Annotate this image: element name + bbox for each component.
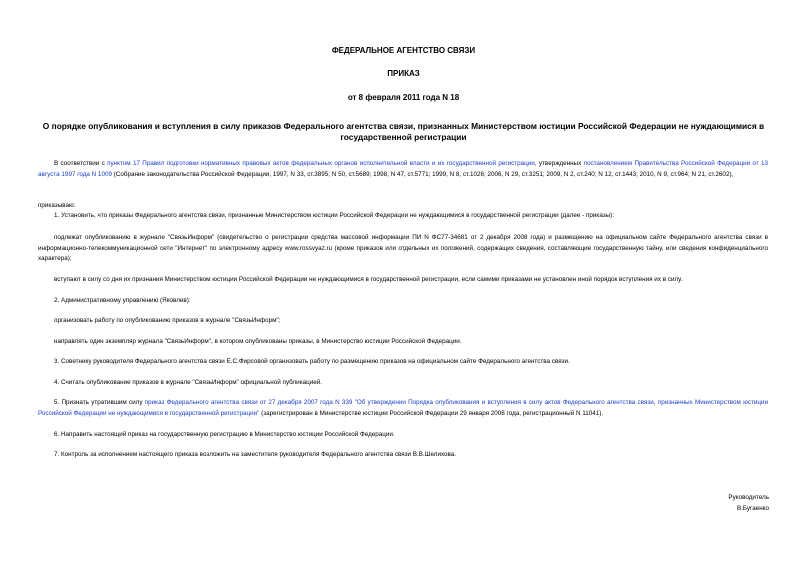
link-order-339[interactable]: приказ Федерального агентства связи от 27 декабря 2007 года N 339 "Об утверждении Порядка опубликования и вступления в силу актов Федерального агентства связи, признанных Министерством юстиции Российской Федерации не нуждающимися в государственной регистрации" [38,399,768,417]
document-title: О порядке опубликования и вступления в силу приказов Федерального агентства связи, признанных Министерством юстиции Российской Федерации не нуждающимися в государственной регистрации [42,121,765,142]
paragraph-2b: направлять один экземпляр журнала "СвязьИнформ", в котором опубликованы приказы, в Министерство юстиции Российской Федерации. [54,338,462,345]
agency-name: ФЕДЕРАЛЬНОЕ АГЕНТСТВО СВЯЗИ [331,46,476,55]
link-government-decree[interactable]: постановлением Правительства Российской Федерации от 13 августа 1997 года N 1009 [38,160,769,178]
paragraph-4: 4. Считать опубликование приказов в журнале "СвязьИнформ" официальной публикацией. [54,379,322,386]
link-rules[interactable]: Правил подготовки нормативных правовых актов федеральных органов исполнительной власти и их государственной регистрации [142,160,535,167]
signature-name: В.Бугаенко [736,505,769,512]
paragraph-6: 6. Направить настоящий приказ на государственную регистрацию в Министерство юстиции Российской Федерации. [54,431,395,438]
paragraph-5 [38,398,768,419]
link-point-17[interactable]: пунктом 17 [107,160,140,167]
preamble-text-1: В соответствии с [54,160,108,167]
paragraph-2: 2. Административному управлению (Яковлев): [54,297,191,304]
signature-position: Руководитель [728,494,769,501]
paragraph-1: 1. Установить, что приказы Федерального агентства связи, признанные Министерством юстиции Российской Федерации не нуждающимися в государственной регистрации (далее - приказы): [54,212,615,219]
document-date-number: от 8 февраля 2011 года N 18 [347,93,460,102]
paragraph-1b: вступают в силу со дня их признания Министерством юстиции Российской Федерации не нуждающимися в государственной регистрации, если самими приказами не установлен иной порядок вступления их в силу. [54,276,683,283]
preamble-text-3: , утвержденных [534,160,584,167]
paragraph-3: 3. Советнику руководителя Федерального агентства связи Е.С.Фирсовой организовать работу по размещению приказов на официальном сайте Федерального агентства связи. [54,358,570,365]
order-word: приказываю: [38,202,76,209]
paragraph-1a: подлежат опубликованию в журнале "СвязьИнформ" (свидетельство о регистрации средства массовой информации ПИ N ФС77-34681 от 2 декабря 2008 года) и размещению на официальном сайте Федерального агентства связи в информационно-телекоммуникационной сети "Интернет" по электронному адресу www.rossvyaz.ru (кроме приказов или отдельных их положений, содержащих сведения, составляющие государственную тайну, или сведения конфиденциального характера); [38,234,768,262]
paragraph-7: 7. Контроль за исполнением настоящего приказа возложить на заместителя руководителя Федерального агентства связи В.В.Шелихова. [54,451,457,458]
document-type: ПРИКАЗ [387,69,420,78]
paragraph-2a: организовать работу по опубликованию приказов в журнале "СвязьИнформ"; [54,317,281,324]
preamble-text-4: (Собрание законодательства Российской Федерации, 1997, N 33, ст.3895; N 50, ст.5689; 1998, N 47, ст.5771; 1999, N 8, ст.1026; 2006, N 29, ст.3251; 2009, N 2, ст.240; N 12, ст.1443; 2010, N 9, ст.964; N 21, ст.2602), [111,170,734,178]
paragraph-5-text-1: 5. Признать утратившим силу [54,399,145,406]
paragraph-5-text-2: (зарегистрирован в Министерстве юстиции Российской Федерации 29 января 2008 года, регистрационный N 11041). [259,409,604,417]
preamble [38,159,768,180]
